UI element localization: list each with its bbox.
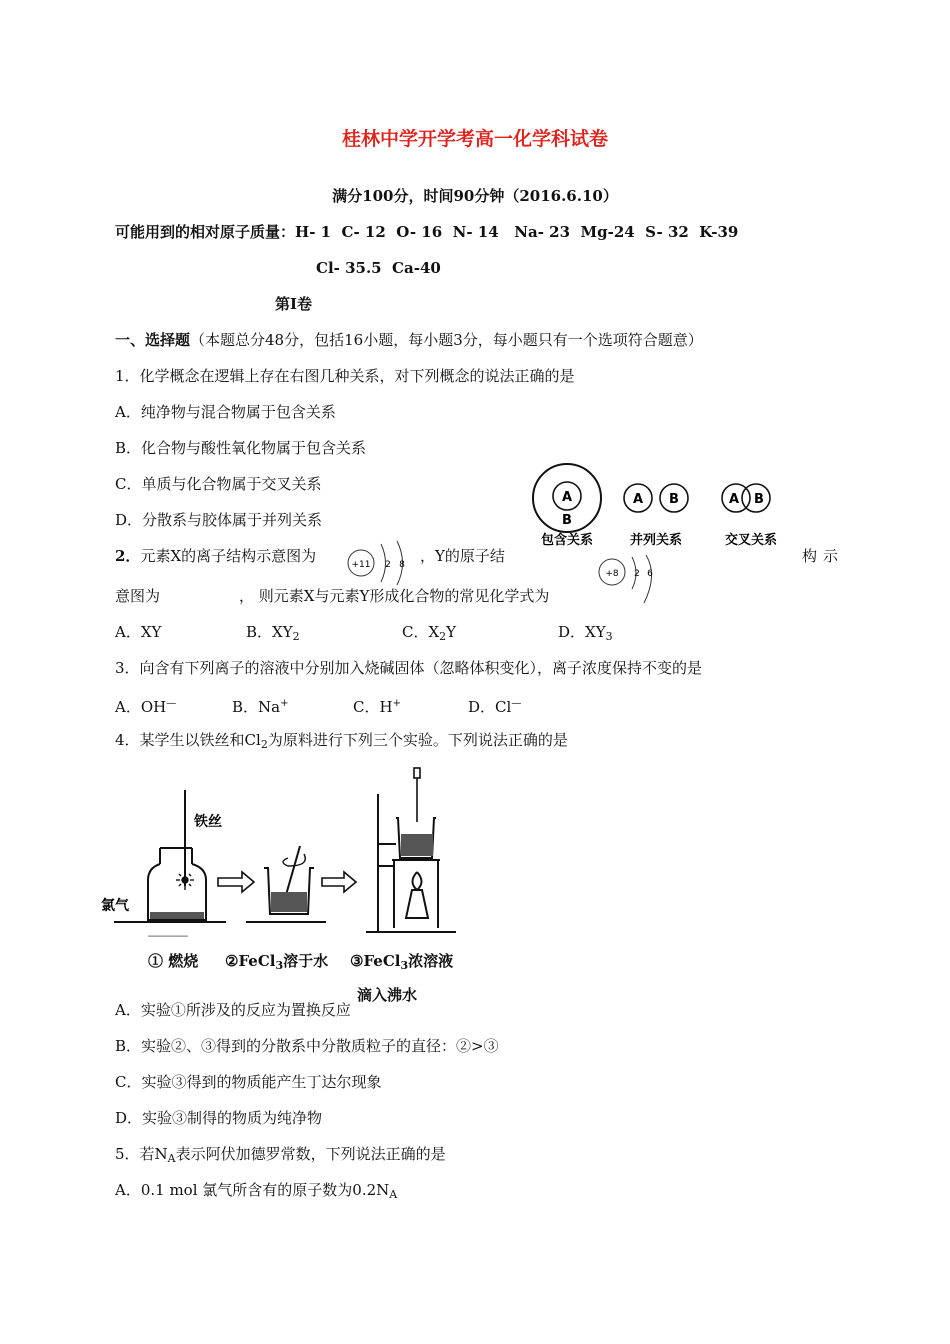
q4-option-b: B．实验②、③得到的分散系中分散质粒子的直径：②>③ xyxy=(115,1037,499,1055)
q2-text-part1: 元素X的离子结构示意图为 xyxy=(140,547,317,565)
q3-option-b: B．Na+ xyxy=(232,698,289,716)
beaker2-solution xyxy=(271,892,307,912)
parallel-letter-a: A xyxy=(632,492,644,507)
q1-stem: 1．化学概念在逻辑上存在右图几种关系，对下列概念的说法正确的是 xyxy=(115,367,575,385)
bottle-sand-layer xyxy=(150,912,204,919)
contain-letter-b: B xyxy=(562,513,572,528)
q1-option-a: A．纯净物与混合物属于包含关系 xyxy=(115,403,336,421)
q1-option-b: B．化合物与酸性氧化物属于包含关系 xyxy=(115,439,367,457)
arrow-1 xyxy=(218,872,254,892)
section1-title: 一、选择题 xyxy=(115,331,191,349)
label-parallel: 并列关系 xyxy=(629,533,683,548)
label-contain: 包含关系 xyxy=(540,533,594,548)
q2-line2-start: 意图为 xyxy=(115,587,161,605)
parallel-letter-b: B xyxy=(669,492,679,507)
heating-apparatus xyxy=(366,794,456,932)
contain-relation-figure xyxy=(533,464,601,532)
q3-stem: 3．向含有下列离子的溶液中分别加入烧碱固体（忽略体积变化），离子浓度保持不变的是 xyxy=(115,659,703,677)
atomic-mass-line1 xyxy=(115,222,738,242)
q2-option-a: A．XY xyxy=(115,623,162,641)
q2-text-part2: ，Y的原子结 xyxy=(420,547,505,565)
q2-line1 xyxy=(115,546,316,566)
x-ion-structure-diagram xyxy=(344,538,414,588)
q5-option-a: A．0.1 mol 氯气所含有的原子数为$0.2N_A$ xyxy=(115,1181,398,1201)
cross-letter-b: B xyxy=(754,492,764,507)
burning-iron-spark xyxy=(176,871,194,890)
gas-bottle-apparatus xyxy=(148,790,206,920)
q4-option-c: C．实验③得到的物质能产生丁达尔现象 xyxy=(115,1073,382,1091)
dropper xyxy=(414,768,420,822)
x-nucleus-charge: +11 xyxy=(351,560,371,570)
volume-label: 第Ⅰ卷 xyxy=(275,295,313,313)
atomic-mass-line2: Cl- 35.5 Ca-40 xyxy=(316,259,441,277)
q2-number: 2． xyxy=(115,547,141,565)
section1-heading xyxy=(115,330,703,350)
relation-diagram xyxy=(525,458,795,550)
caption-exp3: ③FeCl$_3$浓溶液 xyxy=(350,952,454,972)
beaker3-solution xyxy=(401,834,433,856)
q3-option-d: D．Cl— xyxy=(468,698,522,716)
cross-relation-figure xyxy=(722,484,770,512)
y-shell-2: 6 xyxy=(647,569,653,579)
cross-letter-a: A xyxy=(728,492,740,507)
experiment-apparatus-figure xyxy=(96,762,476,940)
x-shell-2: 8 xyxy=(399,560,405,570)
atomic-mass-label: 可能用到的相对原子质量： xyxy=(115,223,296,241)
q2-line2-end: ， 则元素X与元素Y形成化合物的常见化学式为 xyxy=(239,587,550,605)
y-atom-structure-diagram xyxy=(596,553,666,605)
caption-exp1: ① 燃烧 xyxy=(148,952,199,970)
q4-option-d: D．实验③制得的物质为纯净物 xyxy=(115,1109,323,1127)
q4-option-a: A．实验①所涉及的反应为置换反应 xyxy=(115,1001,351,1019)
y-nucleus-charge: +8 xyxy=(605,569,619,579)
q3-option-a: A．OH— xyxy=(115,698,177,716)
q2-option-d: D．$XY_3$ xyxy=(558,623,613,643)
caption-exp3-line2: 滴入沸水 xyxy=(357,986,418,1004)
parallel-relation-figure xyxy=(624,484,688,512)
iron-wire-label: 铁丝 xyxy=(194,814,222,830)
section1-desc: （本题总分48分，包括16小题，每小题3分，每小题只有一个选项符合题意） xyxy=(190,331,703,349)
exam-info: 满分100分，时间90分钟（2016.6.10） xyxy=(332,187,618,205)
chlorine-label: 氯气 xyxy=(101,898,129,914)
q1-option-c: C．单质与化合物属于交叉关系 xyxy=(115,475,322,493)
caption-cropped-1: ────── xyxy=(148,930,188,940)
q2-text-part3: 构示 xyxy=(802,547,845,565)
q1-option-d: D．分散系与胶体属于并列关系 xyxy=(115,511,323,529)
q5-stem: 5．若$N_A$表示阿伏加德罗常数，下列说法正确的是 xyxy=(115,1145,446,1165)
x-shell-1: 2 xyxy=(385,560,391,570)
contain-letter-a: A xyxy=(561,490,573,505)
q3-option-c: C．H+ xyxy=(353,698,401,716)
y-shell-1: 2 xyxy=(634,569,640,579)
page-title: 桂林中学开学考高一化学科试卷 xyxy=(341,128,608,150)
q2-option-b: B．$XY_2$ xyxy=(246,623,300,643)
arrow-2 xyxy=(322,872,356,892)
caption-exp2: ②FeCl$_3$溶于水 xyxy=(225,952,329,972)
q4-stem: 4．某学生以铁丝和$Cl_2$为原料进行下列三个实验。下列说法正确的是 xyxy=(115,731,568,751)
q2-option-c: C．$X_2Y$ xyxy=(402,623,457,643)
label-cross: 交叉关系 xyxy=(724,533,778,548)
atomic-mass-values: H- 1 C- 12 O- 16 N- 14 Na- 23 Mg-24 S- 32 K-39 xyxy=(295,223,739,241)
